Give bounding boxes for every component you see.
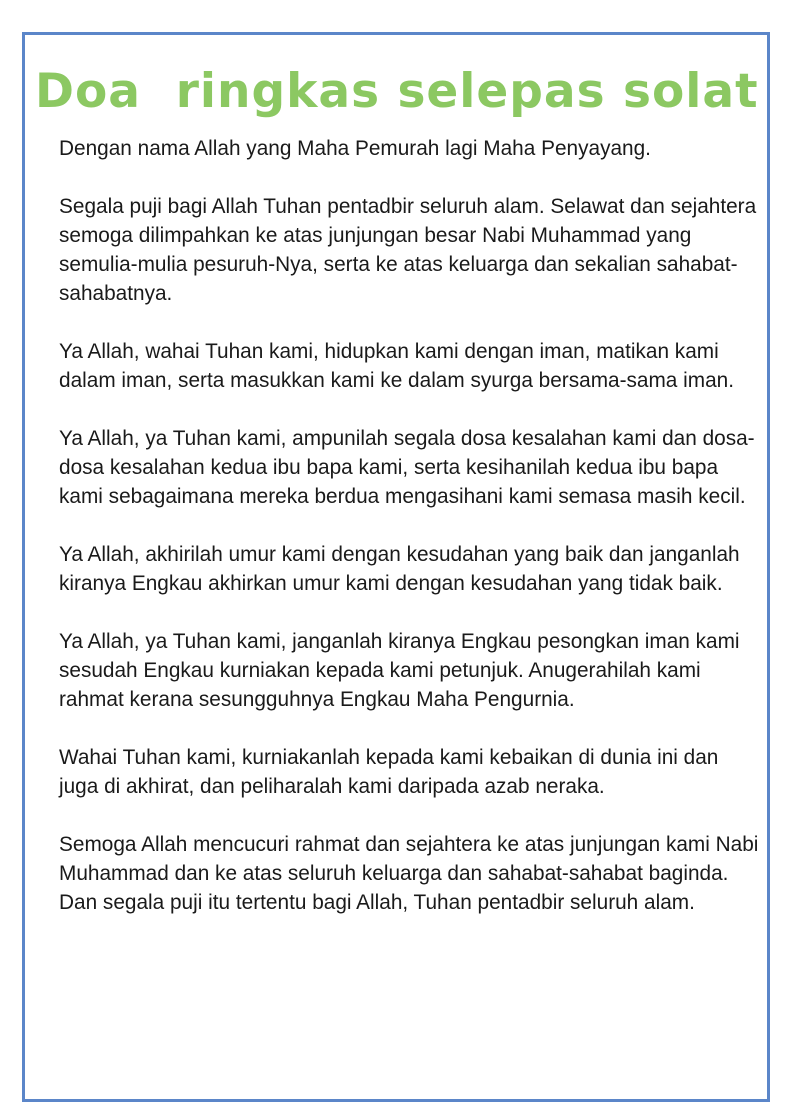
prayer-text xyxy=(59,134,759,917)
paragraph-forgiveness: Ya Allah, ya Tuhan kami, ampunilah segala dosa kesalahan kami dan dosa-dosa kesalahan kedua ibu bapa kami, serta kesihanilah kedua ibu bapa kami sebagaimana mereka berdua mengasihani kami semasa masih kecil. xyxy=(59,427,755,508)
page-title: Doa ringkas selepas solat xyxy=(35,64,759,119)
paragraph-closing: Semoga Allah mencucuri rahmat dan sejahtera ke atas junjungan kami Nabi Muhammad dan ke atas seluruh keluarga dan sahabat-sahabat baginda. Dan segala puji itu tertentu bagi Allah, Tuhan pentadbir seluruh alam. xyxy=(59,833,759,914)
paragraph-dunia-akhirat: Wahai Tuhan kami, kurniakanlah kepada kami kebaikan di dunia ini dan juga di akhirat, dan peliharalah kami daripada azab neraka. xyxy=(59,746,719,798)
paragraph-praise: Segala puji bagi Allah Tuhan pentadbir seluruh alam. Selawat dan sejahtera semoga dilimpahkan ke atas junjungan besar Nabi Muhammad yang semulia-mulia pesuruh-Nya, serta ke atas keluarga dan sekalian sahabat-sahabatnya. xyxy=(59,195,757,305)
paragraph-iman: Ya Allah, wahai Tuhan kami, hidupkan kami dengan iman, matikan kami dalam iman, serta masukkan kami ke dalam syurga bersama-sama iman. xyxy=(59,340,735,392)
paragraph-good-ending: Ya Allah, akhirilah umur kami dengan kesudahan yang baik dan janganlah kiranya Engkau akhirkan umur kami dengan kesudahan yang tidak baik. xyxy=(59,543,740,595)
paragraph-guidance: Ya Allah, ya Tuhan kami, janganlah kiranya Engkau pesongkan iman kami sesudah Engkau kurniakan kepada kami petunjuk. Anugerahilah kami rahmat kerana sesungguhnya Engkau Maha Pengurnia. xyxy=(59,630,740,711)
paragraph-bismillah: Dengan nama Allah yang Maha Pemurah lagi Maha Penyayang. xyxy=(59,137,651,160)
